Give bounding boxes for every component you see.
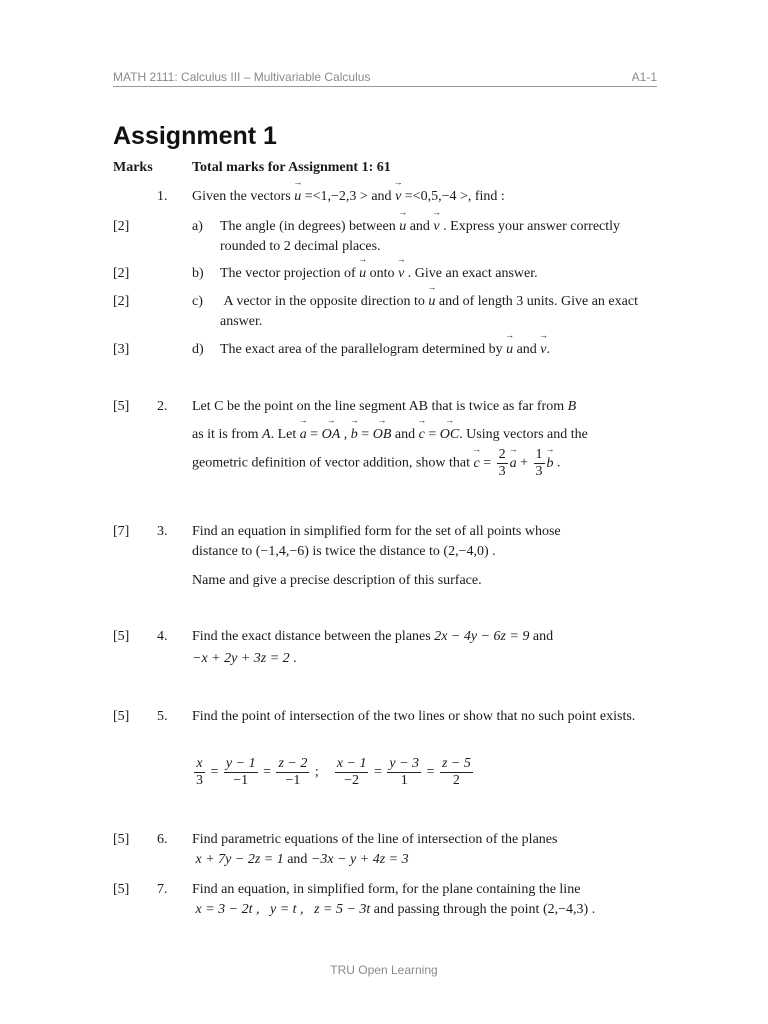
question-text-line-1: Find an equation, in simplified form, for the plane containing the line <box>192 882 581 897</box>
question-number: 7. <box>157 882 168 897</box>
question-number: 5. <box>157 709 168 724</box>
question-number: 2. <box>157 399 168 414</box>
question-number: 1. <box>157 189 168 204</box>
marks: [3] <box>113 342 130 357</box>
page-number: A1-1 <box>631 70 657 84</box>
marks: [5] <box>113 399 130 414</box>
marks-heading: Marks <box>113 160 153 175</box>
page-footer: TRU Open Learning <box>330 963 438 977</box>
question-number: 6. <box>157 832 168 847</box>
question-text: Find the point of intersection of the two lines or show that no such point exists. <box>192 709 636 724</box>
marks: [7] <box>113 524 130 539</box>
part-text: The vector projection of → u onto → v . Give an exact answer. <box>220 264 660 284</box>
question-text-line-3: Name and give a precise description of this surface. <box>192 573 482 588</box>
question-text-line-2: x + 7y − 2z = 1 and −3x − y + 4z = 3 <box>195 852 409 867</box>
assignment-title: Assignment 1 <box>113 122 277 150</box>
question-text-line-1: Find parametric equations of the line of intersection of the planes <box>192 832 558 847</box>
part-text: The exact area of the parallelogram determined by → u and → v. <box>220 340 660 360</box>
part-letter: d) <box>192 342 204 357</box>
question-number: 4. <box>157 629 168 644</box>
question-text-line-2: −x + 2y + 3z = 2 . <box>192 651 297 666</box>
part-text: The angle (in degrees) between → u and → v . Express your answer correctly rounded to 2 decimal places. <box>220 217 660 257</box>
question-text-line-2: as it is from A. Let → a = → OA , → b = → OB and → c = → OC. Using vectors and the <box>192 425 662 445</box>
part-letter: a) <box>192 219 203 234</box>
question-text-line-3: geometric definition of vector addition, show that → c = $\frac{2}{3}$ → a + $\frac{1}{3}$ → b . <box>192 447 662 480</box>
question-text-line-2: distance to (−1,4,−6) is twice the distance to (2,−4,0) . <box>192 544 496 559</box>
part-letter: b) <box>192 266 204 281</box>
page-header <box>113 68 657 87</box>
question-text: Given the vectors → u =<1,−2,3 > and → v =<0,5,−4 >, find : <box>192 187 662 207</box>
question-number: 3. <box>157 524 168 539</box>
part-text: A vector in the opposite direction to → u and of length 3 units. Give an exact answer. <box>220 292 660 332</box>
question-text-line-1: Let C be the point on the line segment AB that is twice as far from B <box>192 399 577 414</box>
marks: [5] <box>113 709 130 724</box>
question-text-line-1: Find the exact distance between the planes 2x − 4y − 6z = 9 and <box>192 629 554 644</box>
marks: [5] <box>113 832 130 847</box>
marks-heading-row <box>113 160 391 176</box>
marks: [5] <box>113 882 130 897</box>
question-text-line-2: x = 3 − 2t , y = t , z = 5 − 3t and passing through the point (2,−4,3) . <box>195 902 596 917</box>
course-title: MATH 2111: Calculus III – Multivariable Calculus <box>113 70 371 84</box>
part-letter: c) <box>192 294 203 309</box>
marks: [2] <box>113 294 130 309</box>
question-text-line-1: Find an equation in simplified form for the set of all points whose <box>192 524 561 539</box>
marks: [2] <box>113 219 130 234</box>
total-marks: Total marks for Assignment 1: 61 <box>192 160 391 175</box>
marks: [5] <box>113 629 130 644</box>
line-equations: $\frac{x}{3}$ = $\frac{y - 1}{-1}$ = $\frac{z - 2}{-1}$ ; $\frac{x - 1}{-2}$ = $\frac{y - 3}{1}$ = $\frac{z - 5}{2}$ <box>196 756 471 788</box>
marks: [2] <box>113 266 130 281</box>
